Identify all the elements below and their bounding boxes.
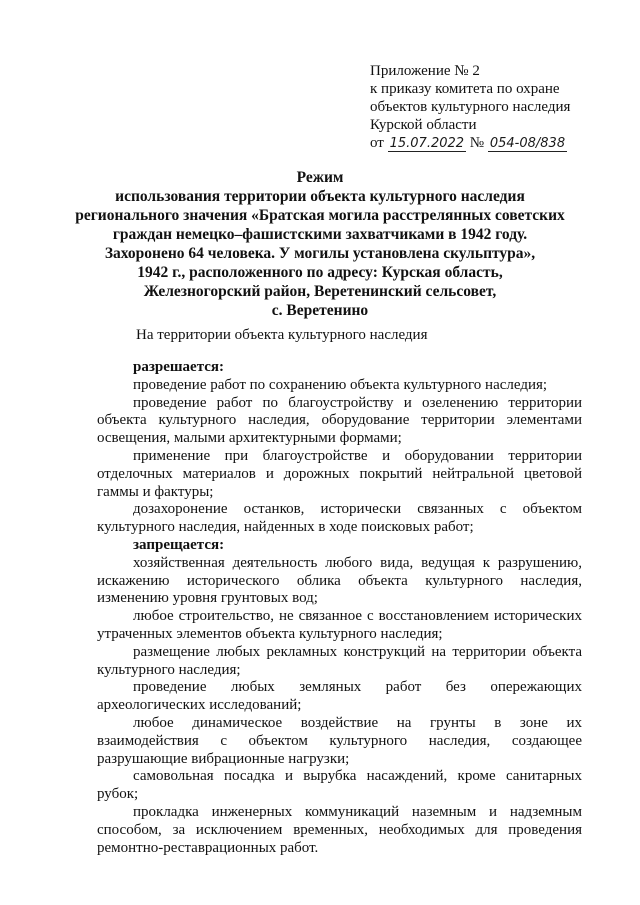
allowed-item: применение при благоустройстве и оборудовании территории отделочных материалов и дорожных покрытий нейтральной цветовой гаммы и фактуры;	[97, 447, 582, 500]
document-title	[60, 168, 580, 320]
title-line: Железногорский район, Веретенинский сельсовет,	[143, 283, 497, 300]
annex-line-committee: объектов культурного наследия	[370, 99, 571, 115]
title-heading: Режим	[296, 169, 344, 186]
allowed-item: проведение работ по благоустройству и озеленению территории объекта культурного наследия, оборудование территории элементами освещения, малыми архитектурными формами;	[97, 394, 582, 447]
handwritten-date: 15.07.2022	[389, 136, 465, 151]
allowed-item: проведение работ по сохранению объекта культурного наследия;	[133, 376, 548, 393]
forbidden-item: проведение любых земляных работ без опережающих археологических исследований;	[97, 679, 582, 714]
title-line: с. Веретенино	[271, 302, 369, 319]
allowed-item: дозахоронение останков, исторически связанных с объектом культурного наследия, найденных в ходе поисковых работ;	[97, 501, 582, 536]
forbidden-item: любое динамическое воздействие на грунты в зоне их взаимодействия с объектом культурного наследия, создающее разрушающие вибрационные нагрузки;	[97, 714, 582, 767]
title-line: граждан немецко–фашистскими захватчиками в 1942 году.	[112, 226, 528, 243]
forbidden-label: запрещается:	[133, 536, 225, 553]
regime-body	[97, 359, 582, 857]
forbidden-item: хозяйственная деятельность любого вида, ведущая к разрушению, искажению исторического облика объекта культурного наследия, изменению уровня грунтовых вод;	[97, 554, 582, 607]
forbidden-item: размещение любых рекламных конструкций на территории объекта культурного наследия;	[97, 643, 582, 678]
forbidden-item: самовольная посадка и вырубка насаждений, кроме санитарных рубок;	[97, 768, 582, 803]
annex-date-line	[370, 134, 570, 153]
annex-line-order: к приказу комитета по охране	[370, 81, 560, 97]
number-sign: №	[469, 135, 485, 151]
handwritten-number: 054-08/838	[489, 136, 566, 151]
date-prefix: от	[370, 135, 384, 151]
annex-line-region: Курской области	[370, 117, 477, 133]
forbidden-item: прокладка инженерных коммуникаций наземным и надземным способом, за исключением временных, необходимых для проведения ремонтно-реставрационных работ.	[97, 803, 582, 856]
forbidden-item: любое строительство, не связанное с восстановлением исторических утраченных элементов объекта культурного наследия;	[97, 608, 582, 642]
annex-title: Приложение № 2	[370, 63, 480, 79]
annex-header	[370, 62, 570, 153]
title-line: регионального значения «Братская могила расстрелянных советских	[75, 207, 565, 224]
title-line: 1942 г., расположенного по адресу: Курская область,	[137, 264, 503, 281]
title-line: использования территории объекта культурного наследия	[115, 188, 525, 205]
title-line: Захоронено 64 человека. У могилы установлена скульптура»,	[104, 245, 536, 262]
allowed-label: разрешается:	[133, 359, 225, 375]
intro-text: На территории объекта культурного наследия	[136, 327, 428, 343]
